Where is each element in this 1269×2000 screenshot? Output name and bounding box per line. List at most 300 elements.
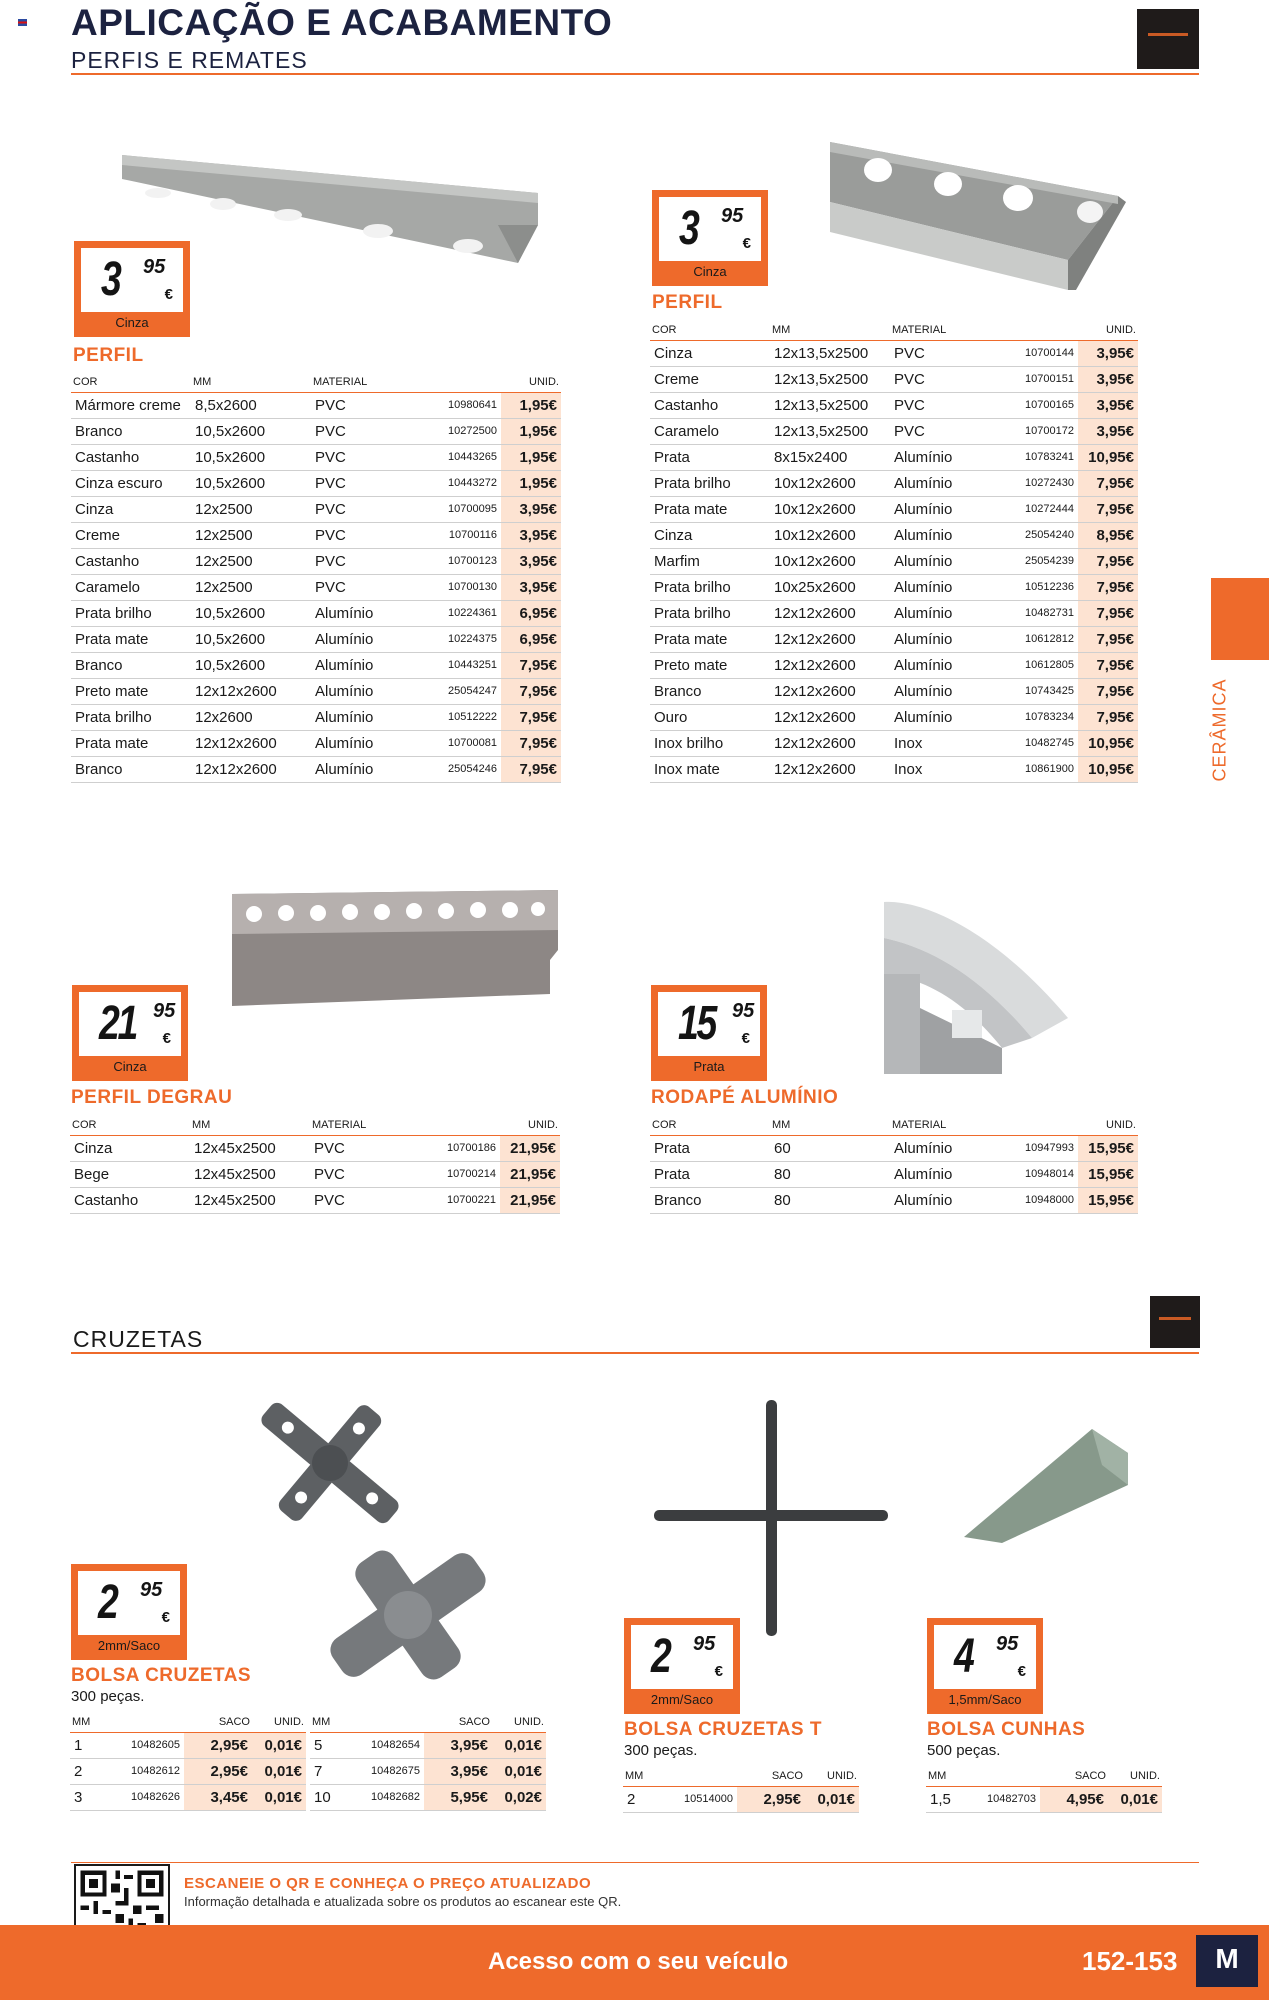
product-code: 10700081 [426, 730, 501, 756]
table-row [926, 1786, 1162, 1812]
material-cell: PVC [890, 340, 1000, 366]
product-code: 10743425 [1000, 678, 1078, 704]
price-label: 2mm/Saco [650, 1692, 714, 1707]
currency-symbol: € [164, 286, 173, 303]
unit-price: 21,95€ [500, 1161, 560, 1187]
table-row [310, 1758, 546, 1784]
unit-price: 0,01€ [252, 1758, 306, 1784]
column-header: UNID. [805, 1769, 859, 1786]
size-cell: 10 [310, 1784, 354, 1810]
unit-price: 3,95€ [501, 574, 561, 600]
currency-symbol: € [161, 1609, 170, 1626]
column-header: MATERIAL [310, 1118, 425, 1135]
column-header: MM [770, 323, 890, 340]
color-cell: Inox mate [650, 756, 770, 782]
price-cents: 95 [732, 1000, 755, 1022]
table-row [650, 1187, 1138, 1213]
price-whole: 3 [679, 202, 698, 255]
table-row [71, 626, 561, 652]
column-header: UNID. [1078, 1118, 1138, 1135]
product-table [71, 375, 561, 783]
table-row [71, 392, 561, 418]
color-cell: Castanho [71, 548, 191, 574]
table-row [650, 366, 1138, 392]
unit-price: 3,95€ [501, 522, 561, 548]
size-cell: 80 [770, 1187, 890, 1213]
size-cell: 12x2500 [191, 548, 311, 574]
size-cell: 1 [70, 1732, 114, 1758]
material-cell: PVC [890, 392, 1000, 418]
color-cell: Branco [71, 756, 191, 782]
brand-badge [1150, 1296, 1200, 1348]
price-label: Cinza [115, 315, 149, 330]
material-cell: PVC [311, 522, 426, 548]
product-code: 10224375 [426, 626, 501, 652]
size-cell: 5 [310, 1732, 354, 1758]
size-cell: 12x12x2600 [770, 600, 890, 626]
color-cell: Prata brilho [71, 600, 191, 626]
unit-price: 7,95€ [1078, 704, 1138, 730]
column-header: MATERIAL [311, 375, 426, 392]
size-cell: 10,5x2600 [191, 470, 311, 496]
product-code: 10482745 [1000, 730, 1078, 756]
bag-price: 2,95€ [184, 1732, 252, 1758]
product-title: PERFIL DEGRAU [71, 1087, 233, 1108]
column-header: COR [650, 323, 770, 340]
size-cell: 12x45x2500 [190, 1135, 310, 1161]
table-row [650, 418, 1138, 444]
price-whole: 2 [98, 1576, 117, 1629]
color-cell: Branco [71, 418, 191, 444]
product-code: 10612812 [1000, 626, 1078, 652]
color-cell: Cinza [71, 496, 191, 522]
product-code: 10482612 [114, 1758, 184, 1784]
price-tag [927, 1618, 1043, 1714]
material-cell: Alumínio [890, 600, 1000, 626]
table-row [650, 444, 1138, 470]
section-tab[interactable] [1211, 578, 1269, 660]
table-row [650, 600, 1138, 626]
color-cell: Castanho [650, 392, 770, 418]
column-header: SACO [184, 1715, 252, 1732]
price-tag [71, 1564, 187, 1660]
size-cell: 1,5 [926, 1786, 970, 1812]
column-header: MM [623, 1769, 667, 1786]
price-cents: 95 [996, 1633, 1019, 1655]
product-table [70, 1118, 560, 1214]
product-code: 10482703 [970, 1786, 1040, 1812]
column-header: MM [191, 375, 311, 392]
product-code: 10700214 [425, 1161, 500, 1187]
size-cell: 12x12x2600 [770, 756, 890, 782]
table-row [70, 1732, 306, 1758]
column-header: UNID. [500, 1118, 560, 1135]
cruzeta-gray-image [318, 1545, 498, 1685]
color-cell: Prata brilho [650, 574, 770, 600]
material-cell: Alumínio [890, 522, 1000, 548]
material-cell: Alumínio [890, 652, 1000, 678]
size-cell: 2 [623, 1786, 667, 1812]
price-cents: 95 [143, 256, 166, 278]
size-cell: 12x12x2600 [770, 704, 890, 730]
table-row [650, 756, 1138, 782]
material-cell: PVC [890, 418, 1000, 444]
unit-price: 7,95€ [1078, 496, 1138, 522]
unit-price: 1,95€ [501, 418, 561, 444]
size-cell: 10,5x2600 [191, 626, 311, 652]
product-code: 10700095 [426, 496, 501, 522]
bag-price: 2,95€ [737, 1786, 805, 1812]
material-cell: PVC [311, 496, 426, 522]
size-cell: 12x12x2600 [191, 730, 311, 756]
material-cell: PVC [311, 574, 426, 600]
product-code: 10980641 [426, 392, 501, 418]
table-row [71, 704, 561, 730]
material-cell: Alumínio [311, 652, 426, 678]
product-code: 10948000 [1000, 1187, 1078, 1213]
product-code: 10700186 [425, 1135, 500, 1161]
size-cell: 12x2600 [191, 704, 311, 730]
unit-price: 3,95€ [1078, 366, 1138, 392]
size-cell: 60 [770, 1135, 890, 1161]
size-cell: 10,5x2600 [191, 652, 311, 678]
product-code: 10482654 [354, 1732, 424, 1758]
table-row [70, 1758, 306, 1784]
material-cell: Alumínio [890, 704, 1000, 730]
price-tag [651, 985, 767, 1081]
unit-price: 21,95€ [500, 1187, 560, 1213]
material-cell: PVC [310, 1161, 425, 1187]
product-code: 10700116 [426, 522, 501, 548]
table-row [650, 1161, 1138, 1187]
color-cell: Prata mate [650, 496, 770, 522]
table-row [71, 652, 561, 678]
size-cell: 7 [310, 1758, 354, 1784]
size-cell: 12x12x2600 [770, 730, 890, 756]
size-cell: 12x13,5x2500 [770, 366, 890, 392]
price-label: 1,5mm/Saco [948, 1692, 1022, 1707]
unit-price: 3,95€ [501, 548, 561, 574]
color-cell: Ouro [650, 704, 770, 730]
color-cell: Marfim [650, 548, 770, 574]
material-cell: PVC [311, 548, 426, 574]
table-row [71, 678, 561, 704]
column-header: UNID. [501, 375, 561, 392]
table-row [650, 730, 1138, 756]
material-cell: Alumínio [311, 600, 426, 626]
product-title: BOLSA CUNHAS [927, 1719, 1086, 1740]
price-whole: 4 [954, 1630, 973, 1683]
price-whole: 15 [678, 997, 715, 1050]
currency-symbol: € [714, 1663, 723, 1680]
table-row [650, 548, 1138, 574]
product-code: 10783241 [1000, 444, 1078, 470]
color-cell: Mármore creme [71, 392, 191, 418]
table-row [650, 392, 1138, 418]
table-row [70, 1161, 560, 1187]
product-title: PERFIL [73, 345, 144, 366]
product-code: 10700172 [1000, 418, 1078, 444]
table-row [650, 626, 1138, 652]
size-cell: 10,5x2600 [191, 600, 311, 626]
table-row [650, 678, 1138, 704]
product-code: 10861900 [1000, 756, 1078, 782]
size-cell: 10,5x2600 [191, 444, 311, 470]
color-cell: Preto mate [71, 678, 191, 704]
table-row [70, 1187, 560, 1213]
product-code: 25054240 [1000, 522, 1078, 548]
product-code: 10443251 [426, 652, 501, 678]
bag-price: 3,45€ [184, 1784, 252, 1810]
product-code: 10612805 [1000, 652, 1078, 678]
brand-badge [1137, 9, 1199, 69]
unit-price: 7,95€ [501, 756, 561, 782]
table-row [71, 496, 561, 522]
table-row [650, 652, 1138, 678]
column-header: SACO [737, 1769, 805, 1786]
color-cell: Preto mate [650, 652, 770, 678]
column-header: MM [926, 1769, 970, 1786]
material-cell: Inox [890, 730, 1000, 756]
price-label: Cinza [693, 264, 727, 279]
table-row [71, 548, 561, 574]
product-title: RODAPÉ ALUMÍNIO [651, 1087, 839, 1108]
price-cents: 95 [140, 1579, 163, 1601]
product-table [650, 323, 1138, 783]
bag-price: 2,95€ [184, 1758, 252, 1784]
qr-description: Informação detalhada e atualizada sobre os produtos ao escanear este QR. [184, 1894, 622, 1909]
material-cell: Alumínio [311, 730, 426, 756]
qr-title: ESCANEIE O QR E CONHEÇA O PREÇO ATUALIZADO [184, 1875, 592, 1892]
size-cell: 12x45x2500 [190, 1161, 310, 1187]
unit-price: 15,95€ [1078, 1187, 1138, 1213]
size-cell: 12x12x2600 [770, 652, 890, 678]
table-row [623, 1786, 859, 1812]
color-cell: Creme [650, 366, 770, 392]
product-code: 10700144 [1000, 340, 1078, 366]
table-row [650, 1135, 1138, 1161]
unit-price: 0,01€ [805, 1786, 859, 1812]
table-row [71, 470, 561, 496]
unit-price: 3,95€ [1078, 392, 1138, 418]
bag-price: 4,95€ [1040, 1786, 1108, 1812]
column-header: COR [650, 1118, 770, 1135]
unit-price: 15,95€ [1078, 1135, 1138, 1161]
product-code: 10700123 [426, 548, 501, 574]
qr-divider [71, 1862, 1199, 1863]
size-cell: 10x12x2600 [770, 470, 890, 496]
color-cell: Inox brilho [650, 730, 770, 756]
unit-price: 7,95€ [1078, 600, 1138, 626]
unit-price: 7,95€ [501, 704, 561, 730]
material-cell: Alumínio [890, 548, 1000, 574]
perfil-aluminio-image [828, 140, 1126, 295]
product-code: 25054247 [426, 678, 501, 704]
color-cell: Prata brilho [71, 704, 191, 730]
table-row [70, 1784, 306, 1810]
product-code: 10272444 [1000, 496, 1078, 522]
product-code: 25054239 [1000, 548, 1078, 574]
table-row [650, 470, 1138, 496]
page-number: 152-153 [1082, 1946, 1178, 1976]
table-row [71, 444, 561, 470]
unit-price: 7,95€ [1078, 470, 1138, 496]
material-cell: Alumínio [890, 678, 1000, 704]
size-cell: 12x12x2600 [770, 626, 890, 652]
color-cell: Creme [71, 522, 191, 548]
column-header: COR [70, 1118, 190, 1135]
title-divider [71, 73, 1199, 75]
column-header: MM [190, 1118, 310, 1135]
column-header: UNID. [1108, 1769, 1162, 1786]
product-quantity: 300 peças. [624, 1742, 698, 1759]
color-cell: Prata brilho [650, 470, 770, 496]
color-cell: Branco [71, 652, 191, 678]
price-whole: 21 [99, 997, 136, 1050]
product-code: 10512236 [1000, 574, 1078, 600]
color-cell: Cinza [650, 522, 770, 548]
footer-slogan: Acesso com o seu veículo [488, 1948, 789, 1975]
price-tag [74, 241, 190, 337]
price-cents: 95 [693, 1633, 716, 1655]
price-cents: 95 [721, 205, 744, 227]
product-code: 10482731 [1000, 600, 1078, 626]
table-row [650, 704, 1138, 730]
size-cell: 12x45x2500 [190, 1187, 310, 1213]
table-row [310, 1732, 546, 1758]
product-code: 10512222 [426, 704, 501, 730]
material-cell: PVC [311, 444, 426, 470]
color-cell: Prata mate [650, 626, 770, 652]
product-code: 10443272 [426, 470, 501, 496]
table-row [310, 1784, 546, 1810]
column-header: COR [71, 375, 191, 392]
table-row [70, 1135, 560, 1161]
unit-price: 10,95€ [1078, 444, 1138, 470]
size-cell: 12x13,5x2500 [770, 392, 890, 418]
product-code: 10783234 [1000, 704, 1078, 730]
table-row [650, 340, 1138, 366]
unit-price: 0,01€ [492, 1758, 546, 1784]
product-code: 10700151 [1000, 366, 1078, 392]
product-title: BOLSA CRUZETAS [71, 1665, 252, 1686]
unit-price: 7,95€ [501, 730, 561, 756]
cunha-image [962, 1425, 1130, 1545]
product-code: 10947993 [1000, 1135, 1078, 1161]
material-cell: Alumínio [311, 626, 426, 652]
material-cell: Alumínio [311, 678, 426, 704]
logo-letter: M [1215, 1943, 1239, 1974]
unit-price: 1,95€ [501, 444, 561, 470]
table-row [71, 418, 561, 444]
unit-price: 1,95€ [501, 470, 561, 496]
color-cell: Branco [650, 678, 770, 704]
material-cell: Alumínio [311, 756, 426, 782]
color-cell: Caramelo [71, 574, 191, 600]
size-cell: 8x15x2400 [770, 444, 890, 470]
column-header: MM [310, 1715, 354, 1732]
size-cell: 12x13,5x2500 [770, 418, 890, 444]
column-header: SACO [424, 1715, 492, 1732]
unit-price: 7,95€ [1078, 548, 1138, 574]
size-cell: 8,5x2600 [191, 392, 311, 418]
price-tag [624, 1618, 740, 1714]
unit-price: 7,95€ [501, 678, 561, 704]
unit-price: 6,95€ [501, 626, 561, 652]
material-cell: Inox [890, 756, 1000, 782]
unit-price: 7,95€ [1078, 678, 1138, 704]
material-cell: PVC [310, 1135, 425, 1161]
cruzeta-dark-image [245, 1392, 415, 1534]
unit-price: 0,01€ [252, 1732, 306, 1758]
product-title: PERFIL [652, 292, 723, 313]
column-header: MM [770, 1118, 890, 1135]
product-code: 10272500 [426, 418, 501, 444]
table-row [650, 574, 1138, 600]
material-cell: Alumínio [890, 496, 1000, 522]
unit-price: 10,95€ [1078, 730, 1138, 756]
page-subtitle: PERFIS E REMATES [71, 47, 308, 73]
cruzeta-t-image [650, 1398, 890, 1638]
color-cell: Cinza [650, 340, 770, 366]
currency-symbol: € [741, 1030, 750, 1047]
size-cell: 12x2500 [191, 522, 311, 548]
table-row [71, 730, 561, 756]
column-header: MM [70, 1715, 114, 1732]
material-cell: PVC [890, 366, 1000, 392]
store-logo [1196, 1935, 1258, 1987]
table-row [71, 756, 561, 782]
color-cell: Caramelo [650, 418, 770, 444]
unit-price: 7,95€ [1078, 626, 1138, 652]
column-header: MATERIAL [890, 323, 1000, 340]
material-cell: PVC [311, 418, 426, 444]
color-cell: Prata mate [71, 626, 191, 652]
price-tag [652, 190, 768, 286]
unit-price: 7,95€ [501, 652, 561, 678]
product-code: 10482675 [354, 1758, 424, 1784]
price-tag [72, 985, 188, 1081]
product-table [926, 1769, 1162, 1813]
size-cell: 80 [770, 1161, 890, 1187]
size-cell: 2 [70, 1758, 114, 1784]
cruzetas-divider [71, 1352, 1199, 1354]
product-code: 10700130 [426, 574, 501, 600]
size-cell: 12x13,5x2500 [770, 340, 890, 366]
color-cell: Prata [650, 1161, 770, 1187]
material-cell: Alumínio [890, 1187, 1000, 1213]
table-row [650, 496, 1138, 522]
price-whole: 3 [101, 253, 120, 306]
currency-symbol: € [1017, 1663, 1026, 1680]
product-code: 10700221 [425, 1187, 500, 1213]
table-row [650, 522, 1138, 548]
product-code: 10443265 [426, 444, 501, 470]
size-cell: 12x12x2600 [191, 756, 311, 782]
color-cell: Prata mate [71, 730, 191, 756]
size-cell: 10x12x2600 [770, 496, 890, 522]
size-cell: 12x12x2600 [191, 678, 311, 704]
material-cell: Alumínio [890, 470, 1000, 496]
table-row [71, 574, 561, 600]
material-cell: PVC [310, 1187, 425, 1213]
material-cell: Alumínio [890, 1135, 1000, 1161]
material-cell: Alumínio [311, 704, 426, 730]
material-cell: PVC [311, 470, 426, 496]
product-quantity: 500 peças. [927, 1742, 1001, 1759]
unit-price: 1,95€ [501, 392, 561, 418]
bag-price: 3,95€ [424, 1732, 492, 1758]
